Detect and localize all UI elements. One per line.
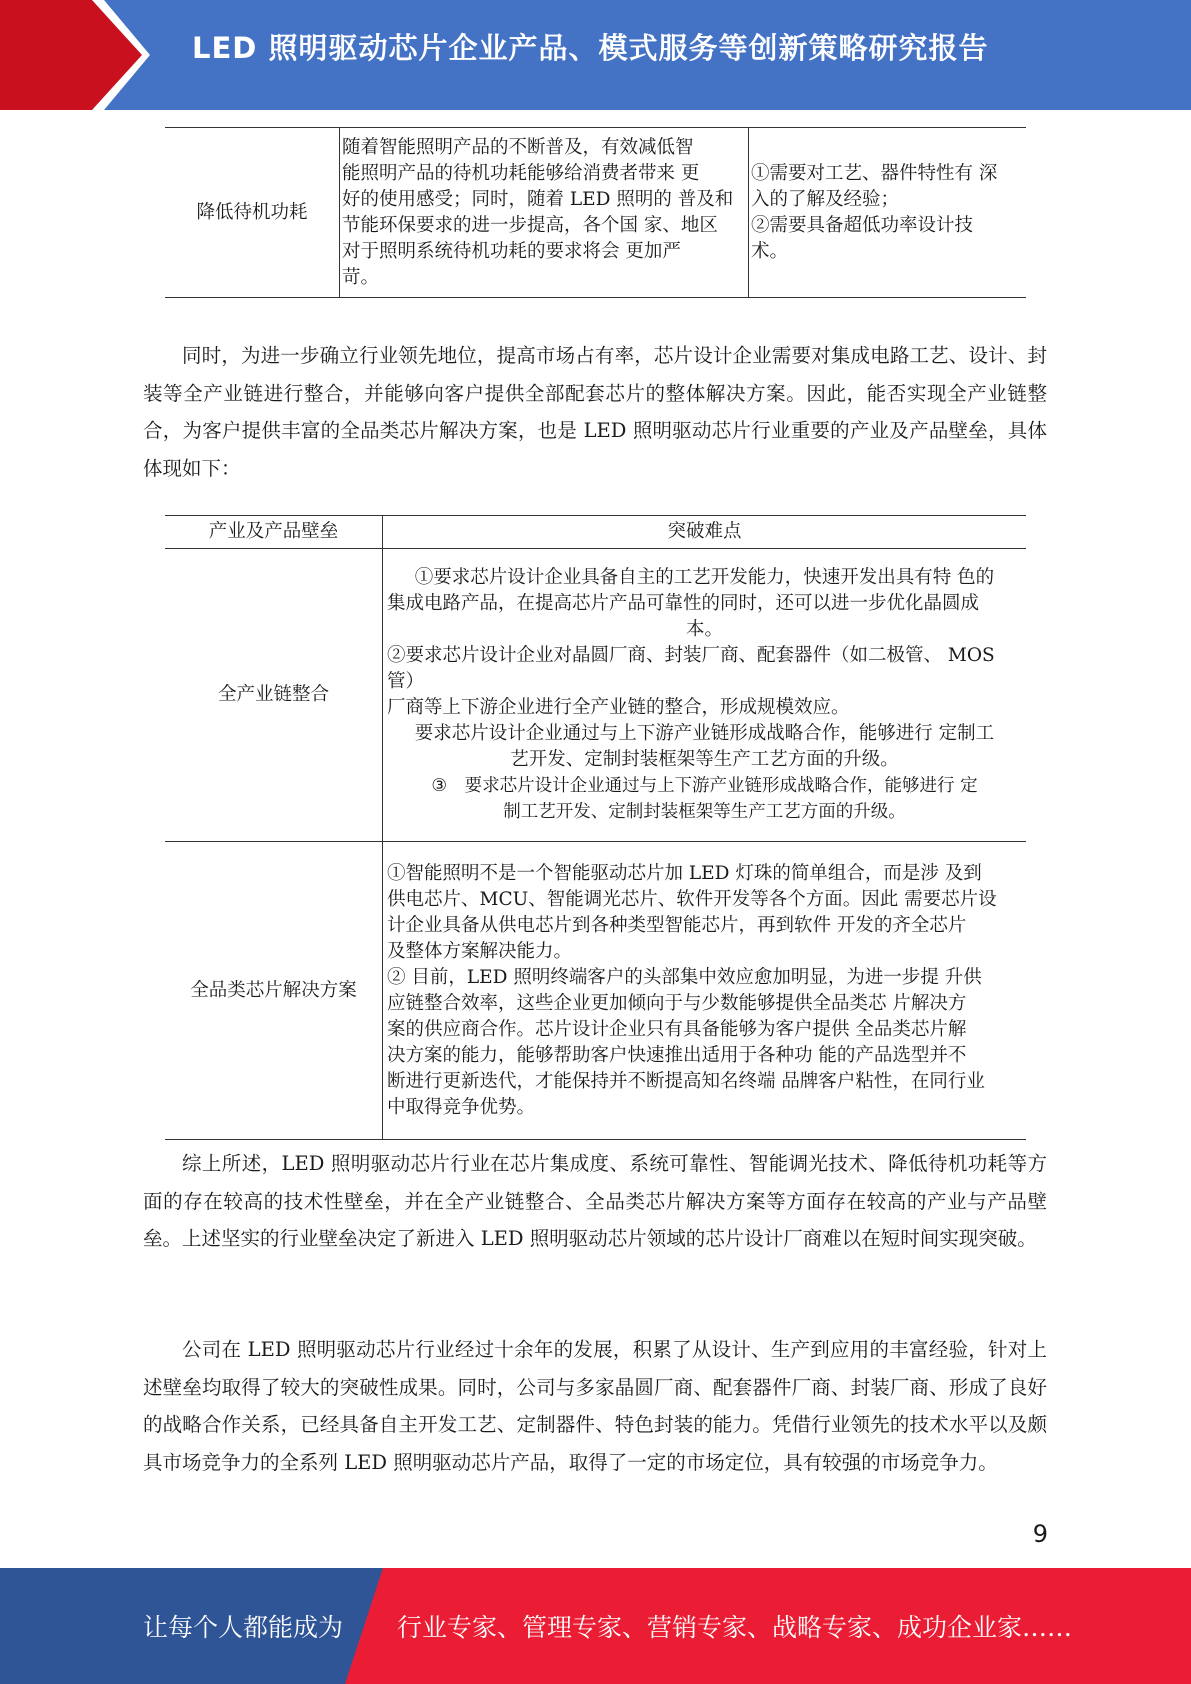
table-header-row bbox=[165, 516, 1026, 549]
text-line: ③ 要求芯片设计企业通过与上下游产业链形成战略合作，能够进行 定 bbox=[431, 776, 978, 796]
text-line: 案的供应商合作。芯片设计企业只有具备能够为客户提供 全品类芯片解 bbox=[387, 1018, 967, 1040]
text-line: 制工艺开发、定制封装框架等生产工艺方面的升级。 bbox=[503, 802, 906, 822]
page-header bbox=[0, 0, 1191, 110]
text-line: 入的了解及经验； bbox=[751, 188, 900, 210]
text-line: ①要求芯片设计企业具备自主的工艺开发能力，快速开发出具有特 色的 bbox=[414, 567, 995, 588]
footer-slogan-right: 行业专家、管理专家、营销专家、战略专家、成功企业家…… bbox=[397, 1613, 1073, 1642]
table-row bbox=[165, 549, 1026, 842]
text-line: 节能环保要求的进一步提高，各个国 家、地区 bbox=[342, 214, 718, 236]
text-line: ②需要具备超低功率设计技 bbox=[751, 214, 974, 236]
text-line: ②要求芯片设计企业对晶圆厂商、封装厂商、配套器件（如二极管、 MOS 管） bbox=[387, 645, 995, 692]
column-header: 产业及产品壁垒 bbox=[165, 516, 383, 549]
barrier-difficulty bbox=[749, 128, 1027, 298]
text-line: 好的使用感受；同时，随着 LED 照明的 普及和 bbox=[342, 188, 734, 210]
text-line: 及整体方案解决能力。 bbox=[387, 940, 573, 962]
text-line: ①需要对工艺、器件特性有 深 bbox=[751, 162, 998, 184]
page-footer bbox=[0, 1568, 1191, 1684]
footer-slogan-left: 让每个人都能成为 bbox=[143, 1613, 344, 1642]
header-title: LED 照明驱动芯片企业产品、模式服务等创新策略研究报告 bbox=[192, 31, 989, 65]
table-row bbox=[165, 842, 1026, 1140]
body-paragraph: 公司在 LED 照明驱动芯片行业经过十余年的发展，积累了从设计、生产到应用的丰富经验，针对上述壁垒均取得了较大的突破性成果。同时，公司与多家晶圆厂商、配套器件厂商、封装厂商、形成了良好的战略合作关系，已经具备自主开发工艺、定制器件、特色封装的能力。凭借行业领先的技术水平以及颇具市场竞争力的全系列 LED 照明驱动芯片产品，取得了一定的市场定位，具有较强的市场竞争力。 bbox=[143, 1338, 1047, 1474]
text-line: ①智能照明不是一个智能驱动芯片加 LED 灯珠的简单组合，而是涉 及到 bbox=[387, 862, 982, 884]
text-line: 决方案的能力，能够帮助客户快速推出适用于各种功 能的产品选型并不 bbox=[387, 1044, 967, 1066]
barrier-detail bbox=[383, 842, 1027, 1140]
table-row bbox=[165, 128, 1026, 298]
header-arrow-decoration bbox=[0, 0, 160, 110]
text-line: 应链整合效率，这些企业更加倾向于与少数能够提供全品类芯 片解决方 bbox=[387, 992, 967, 1014]
text-line: 苛。 bbox=[342, 266, 380, 288]
barrier-name: 降低待机功耗 bbox=[165, 128, 340, 298]
text-line: 对于照明系统待机功耗的要求将会 更加严 bbox=[342, 240, 681, 262]
standby-power-table bbox=[165, 127, 1026, 298]
text-line: 集成电路产品，在提高芯片产品可靠性的同时，还可以进一步优化晶圆成 bbox=[387, 593, 980, 614]
column-header: 突破难点 bbox=[383, 516, 1027, 549]
text-line: 计企业具备从供电芯片到各种类型智能芯片，再到软件 开发的齐全芯片 bbox=[387, 914, 967, 936]
text-line: 中取得竞争优势。 bbox=[387, 1096, 536, 1118]
text-line: 断进行更新迭代，才能保持并不断提高知名终端 品牌客户粘性，在同行业 bbox=[387, 1070, 985, 1092]
barrier-name: 全产业链整合 bbox=[165, 549, 383, 842]
industry-barrier-table bbox=[165, 515, 1026, 1140]
barrier-detail bbox=[383, 549, 1027, 842]
text-line: 本。 bbox=[685, 619, 723, 640]
text-line: 随着智能照明产品的不断普及，有效减低智 bbox=[342, 136, 694, 158]
barrier-name: 全品类芯片解决方案 bbox=[165, 842, 383, 1140]
text-line: 能照明产品的待机功耗能够给消费者带来 更 bbox=[342, 162, 700, 184]
barrier-description bbox=[340, 128, 749, 298]
body-paragraph: 同时，为进一步确立行业领先地位，提高市场占有率，芯片设计企业需要对集成电路工艺、设计、封装等全产业链进行整合，并能够向客户提供全部配套芯片的整体解决方案。因此，能否实现全产业链整合，为客户提供丰富的全品类芯片解决方案，也是 LED 照明驱动芯片行业重要的产业及产品壁垒，具体体现如下： bbox=[143, 344, 1047, 480]
text-line: 艺开发、定制封装框架等生产工艺方面的升级。 bbox=[510, 749, 899, 770]
text-line: ② 目前，LED 照明终端客户的头部集中效应愈加明显，为进一步提 升供 bbox=[387, 966, 982, 988]
page-number: 9 bbox=[1032, 1520, 1048, 1548]
text-line: 要求芯片设计企业通过与上下游产业链形成战略合作，能够进行 定制工 bbox=[414, 723, 995, 744]
text-line: 术。 bbox=[751, 240, 789, 262]
body-paragraph: 综上所述，LED 照明驱动芯片行业在芯片集成度、系统可靠性、智能调光技术、降低待机功耗等方面的存在较高的技术性壁垒，并在全产业链整合、全品类芯片解决方案等方面存在较高的产业与产品壁垒。上述坚实的行业壁垒决定了新进入 LED 照明驱动芯片领域的芯片设计厂商难以在短时间实现突破。 bbox=[143, 1152, 1047, 1250]
text-line: 供电芯片、MCU、智能调光芯片、软件开发等各个方面。因此 需要芯片设 bbox=[387, 888, 997, 910]
text-line: 厂商等上下游企业进行全产业链的整合，形成规模效应。 bbox=[387, 697, 850, 718]
